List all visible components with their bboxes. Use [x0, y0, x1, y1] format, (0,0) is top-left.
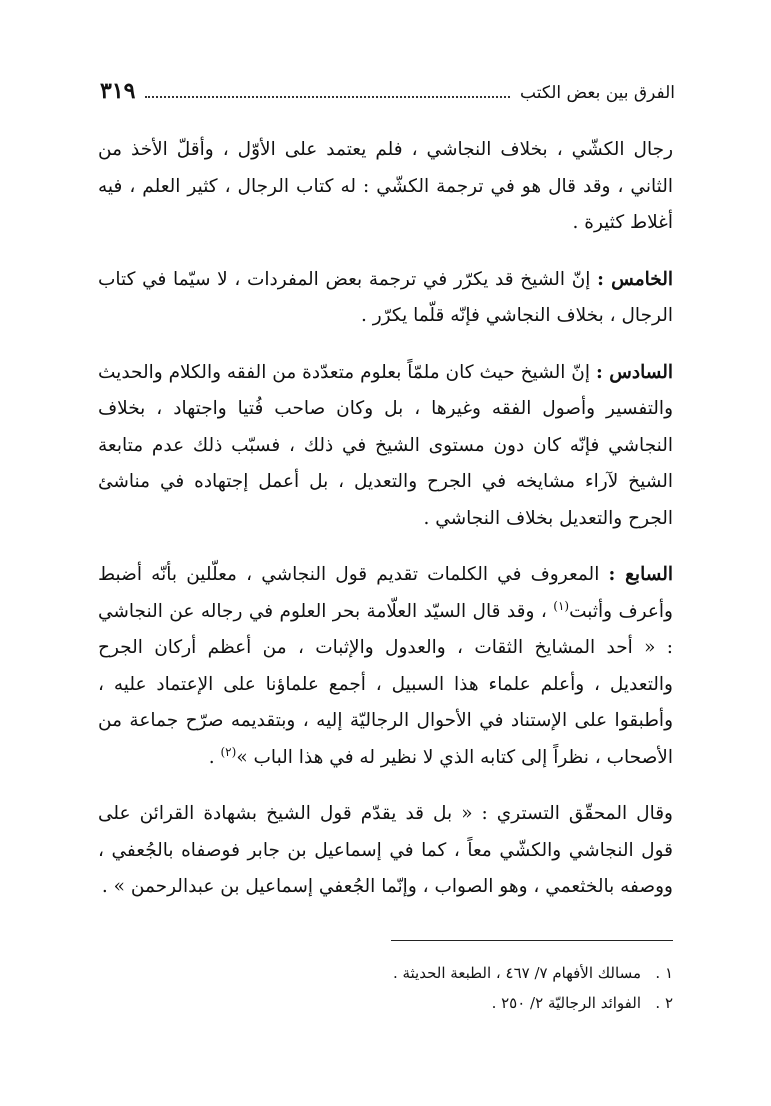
paragraph-text: المعروف في الكلمات تقديم قول النجاشي ، معلّلين بأنّه أضبط وأعرف وأثبت	[98, 564, 673, 622]
main-text	[98, 132, 673, 926]
paragraph-3	[98, 355, 673, 538]
paragraph-text: وقال المحقّق التستري : « بل قد يقدّم قول الشيخ بشهادة القرائن على قول النجاشي والكشّي معاً ، كما في إسماعيل بن جابر فوصفاه بالجُعفي ، ووصفه بالخثعمي ، وهو الصواب ، وإنّما الجُعفي إسماعيل بن عبدالرحمن » .	[98, 803, 673, 897]
footnotes	[98, 958, 673, 1018]
paragraph-lead: السابع :	[608, 564, 673, 585]
footnote-number: ١ .	[655, 964, 673, 982]
paragraph-end: .	[208, 746, 221, 768]
footnote-text: الفوائد الرجاليّة ٢/ ٢٥٠ .	[491, 994, 641, 1012]
paragraph-4	[98, 557, 673, 776]
footnote-2	[98, 988, 673, 1018]
footnote-separator	[391, 940, 673, 941]
paragraph-5	[98, 796, 673, 906]
header-leader-dots	[145, 84, 510, 98]
footnote-ref-2[interactable]: (٢)	[220, 744, 237, 759]
page-number: ٣١٩	[100, 78, 136, 104]
paragraph-text: رجال الكشّي ، بخلاف النجاشي ، فلم يعتمد على الأوّل ، وأقلّ الأخذ من الثاني ، وقد قال هو في ترجمة الكشّي : له كتاب الرجال ، كثير العلم ، فيه أغلاط كثيرة .	[98, 139, 673, 233]
paragraph-2	[98, 262, 673, 335]
footnote-ref-1[interactable]: (١)	[553, 598, 570, 613]
footnote-number: ٢ .	[655, 994, 673, 1012]
footnote-1	[98, 958, 673, 988]
paragraph-lead: الخامس :	[597, 268, 673, 290]
header-title: الفرق بين بعض الكتب	[520, 83, 675, 103]
paragraph-text-cont: ، وقد قال السيّد العلّامة بحر العلوم في رجاله عن النجاشي : « أحد المشايخ الثقات ، والعدول والإثبات ، من أعظم أركان الجرح والتعديل ، وأعلم علماء هذا السبيل ، أجمع علماؤنا على الإعتماد عليه ، وأطبقوا على الإستناد في الأحوال الرجاليّة إليه ، وبتقديمه صرّح جماعة من الأصحاب ، نظراً إلى كتابه الذي لا نظير له في هذا الباب »	[98, 600, 673, 768]
footnote-text: مسالك الأفهام ٧/ ٤٦٧ ، الطبعة الحديثة .	[392, 964, 641, 982]
running-header	[100, 78, 675, 104]
paragraph-text: إنّ الشيخ قد يكرّر في ترجمة بعض المفردات ، لا سيّما في كتاب الرجال ، بخلاف النجاشي فإنّه قلّما يكرّر .	[98, 268, 673, 326]
paragraph-1	[98, 132, 673, 242]
paragraph-text: إنّ الشيخ حيث كان ملمّاً بعلوم متعدّدة من الفقه والكلام والحديث والتفسير وأصول الفقه وغيرها ، بل وكان صاحب فُتيا واجتهاد ، بخلاف النجاشي فإنّه كان دون مستوى الشيخ في ذلك ، فسبّب ذلك عدم متابعة الشيخ لآراء مشايخه في الجرح والتعديل ، بل أعمل إجتهاده في مناشئ الجرح والتعديل بخلاف النجاشي .	[98, 361, 673, 529]
paragraph-lead: السادس :	[595, 361, 673, 383]
